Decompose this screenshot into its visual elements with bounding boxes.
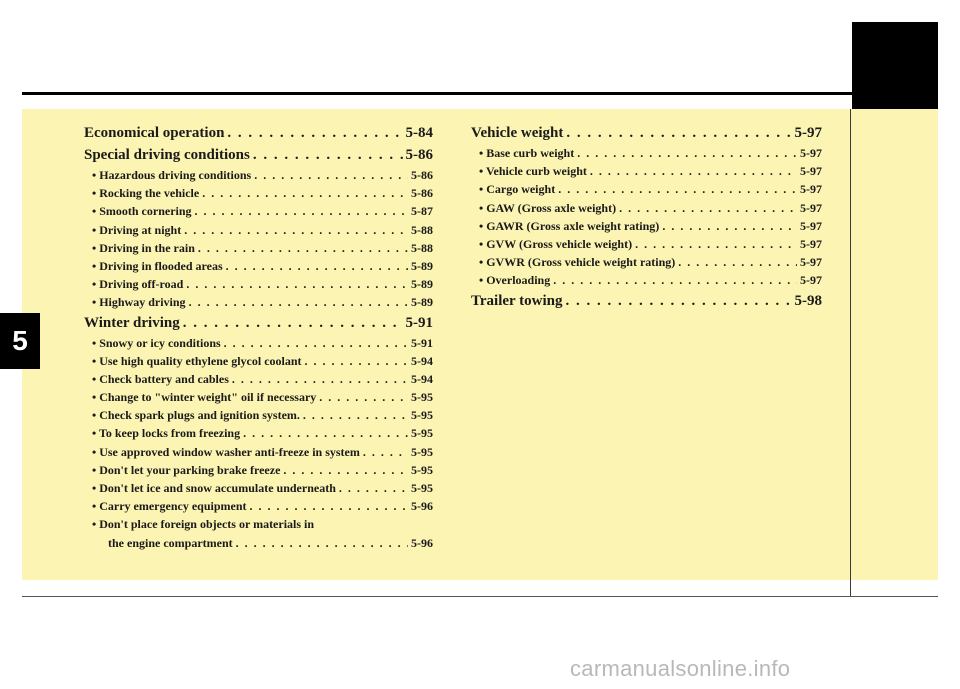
toc-page-number: 5-97 [800, 164, 822, 179]
toc-leader-dots [184, 221, 408, 239]
toc-leader-dots [305, 352, 408, 370]
toc-item-entry[interactable] [84, 461, 433, 479]
toc-page-number: 5-89 [411, 258, 433, 273]
toc-item-entry[interactable] [84, 443, 433, 461]
toc-left-column [84, 122, 433, 552]
toc-page-number: 5-97 [800, 182, 822, 197]
toc-entry-label: Economical operation [84, 125, 225, 141]
top-rule [22, 92, 852, 95]
toc-item-entry[interactable] [84, 479, 433, 497]
toc-page-number: 5-95 [411, 408, 433, 423]
toc-leader-dots [558, 180, 797, 198]
toc-entry-label: • Don't let ice and snow accumulate underneath [92, 481, 336, 495]
toc-leader-dots [202, 184, 408, 202]
toc-entry-label: • Use approved window washer anti-freeze in system [92, 444, 360, 459]
toc-entry-label: • Vehicle curb weight [479, 164, 587, 179]
toc-leader-dots [635, 235, 797, 253]
toc-entry-label: • Base curb weight [479, 146, 575, 160]
toc-entry-label: • GVW (Gross vehicle weight) [479, 236, 633, 251]
toc-entry-label: Special driving conditions [84, 147, 250, 163]
toc-page-number: 5-91 [411, 335, 433, 350]
toc-entry-label: • GVWR (Gross vehicle weight rating) [479, 255, 676, 270]
toc-page-number: 5-88 [411, 240, 433, 255]
toc-entry-label: • Driving in flooded areas [92, 258, 223, 273]
toc-leader-dots [254, 166, 408, 184]
toc-entry-label: • To keep locks from freezing [92, 426, 241, 441]
toc-leader-dots [250, 497, 409, 515]
toc-item-entry[interactable] [84, 334, 433, 352]
toc-item-entry[interactable] [471, 144, 822, 162]
toc-item-entry[interactable] [84, 352, 433, 370]
toc-leader-dots [678, 253, 797, 271]
toc-leader-dots [236, 534, 408, 552]
toc-entry-label: • Don't place foreign objects or materials in [92, 517, 315, 532]
corner-black-tab [852, 22, 938, 109]
toc-entry-label: • Smooth cornering [92, 204, 192, 219]
toc-page-number: 5-88 [411, 222, 433, 237]
toc-item-entry[interactable] [84, 497, 433, 515]
watermark: carmanualsonline.info [570, 656, 791, 681]
toc-entry-label: • GAW (Gross axle weight) [479, 200, 617, 215]
toc-page-number: 5-97 [800, 255, 822, 270]
toc-page-number: 5-97 [794, 125, 822, 141]
toc-item-entry[interactable] [84, 388, 433, 406]
toc-item-entry[interactable] [84, 166, 433, 184]
toc-leader-dots [243, 424, 408, 442]
toc-leader-dots [303, 406, 408, 424]
toc-entry-label: • Overloading [479, 273, 551, 288]
toc-item-entry[interactable] [84, 257, 433, 275]
toc-item-entry[interactable] [471, 199, 822, 217]
toc-leader-dots [227, 122, 402, 144]
toc-entry-label: • Don't let your parking brake freeze [92, 462, 281, 477]
toc-leader-dots [189, 293, 408, 311]
toc-page-number: 5-86 [411, 168, 433, 182]
toc-item-entry[interactable] [84, 424, 433, 442]
vertical-divider [850, 109, 851, 596]
toc-section-entry[interactable] [84, 312, 433, 334]
toc-page-number: 5-95 [411, 444, 433, 459]
toc-page-number: 5-96 [411, 499, 433, 514]
toc-item-entry[interactable] [84, 184, 433, 202]
toc-item-entry[interactable] [471, 235, 822, 253]
toc-page-number: 5-84 [405, 125, 433, 141]
toc-item-entry[interactable] [84, 275, 433, 293]
toc-item-entry[interactable] [471, 271, 822, 289]
toc-entry-label: • Check spark plugs and ignition system. [92, 408, 300, 423]
toc-section-entry[interactable] [471, 290, 822, 312]
toc-leader-dots [226, 257, 408, 275]
toc-item-entry[interactable] [84, 406, 433, 424]
bottom-rule [22, 596, 938, 597]
toc-item-entry[interactable] [471, 253, 822, 271]
toc-page-number: 5-89 [411, 295, 433, 310]
toc-item-entry[interactable] [84, 534, 433, 552]
toc-entry-label: Winter driving [84, 314, 180, 331]
toc-entry-label: • Check battery and cables [92, 371, 229, 386]
toc-item-entry[interactable] [471, 162, 822, 180]
toc-entry-label: • Use high quality ethylene glycol coolant [92, 353, 302, 368]
toc-entry-label: • Change to "winter weight" oil if necessary [92, 390, 317, 405]
toc-page-number: 5-91 [405, 314, 433, 331]
toc-item-entry[interactable] [84, 239, 433, 257]
toc-item-entry[interactable] [471, 180, 822, 198]
toc-item-entry[interactable] [84, 515, 433, 533]
toc-page-number: 5-86 [411, 186, 433, 201]
toc-leader-dots [339, 479, 408, 497]
toc-page-number: 5-86 [405, 147, 433, 163]
toc-leader-dots [195, 202, 408, 220]
toc-page-number: 5-97 [800, 200, 822, 215]
toc-leader-dots [232, 370, 408, 388]
toc-section-entry[interactable] [84, 144, 433, 166]
toc-entry-label: • Cargo weight [479, 182, 556, 197]
toc-entry-label: • Rocking the vehicle [92, 186, 200, 201]
toc-entry-label: • Snowy or icy conditions [92, 335, 221, 350]
toc-leader-dots [619, 199, 797, 217]
toc-page-number: 5-96 [411, 535, 433, 550]
toc-page-number: 5-97 [800, 236, 822, 251]
toc-page-number: 5-94 [411, 353, 433, 368]
toc-page-number: 5-94 [411, 371, 433, 386]
toc-entry-label: • Driving in the rain [92, 240, 195, 255]
toc-leader-dots [566, 290, 792, 312]
toc-page-number: 5-95 [411, 426, 433, 441]
toc-entry-label: Vehicle weight [471, 125, 564, 141]
toc-page-number: 5-97 [800, 273, 822, 288]
toc-item-entry[interactable] [84, 221, 433, 239]
toc-leader-dots [224, 334, 408, 352]
toc-leader-dots [283, 461, 408, 479]
toc-entry-label: Trailer towing [471, 292, 563, 309]
toc-leader-dots [566, 122, 791, 144]
toc-entry-label: • Hazardous driving conditions [92, 168, 252, 182]
toc-entry-label: the engine compartment [108, 535, 233, 550]
toc-leader-dots [319, 388, 408, 406]
toc-entry-label: • Highway driving [92, 295, 186, 310]
toc-leader-dots [253, 144, 403, 166]
toc-page-number: 5-98 [794, 292, 822, 309]
toc-page-number: 5-95 [411, 481, 433, 495]
toc-item-entry[interactable] [471, 217, 822, 235]
toc-leader-dots [662, 217, 797, 235]
toc-leader-dots [183, 312, 403, 334]
toc-leader-dots [553, 271, 797, 289]
toc-leader-dots [198, 239, 408, 257]
toc-leader-dots [590, 162, 797, 180]
toc-entry-label: • Carry emergency equipment [92, 499, 247, 514]
toc-item-entry[interactable] [84, 370, 433, 388]
toc-page-number: 5-95 [411, 390, 433, 405]
toc-leader-dots [577, 144, 797, 162]
toc-item-entry[interactable] [84, 202, 433, 220]
toc-page-number: 5-89 [411, 277, 433, 292]
toc-section-entry[interactable] [471, 122, 822, 144]
toc-entry-label: • GAWR (Gross axle weight rating) [479, 218, 660, 233]
toc-page-number: 5-97 [800, 218, 822, 233]
toc-entry-label: • Driving off-road [92, 277, 184, 292]
toc-page-number: 5-87 [411, 204, 433, 219]
toc-section-entry[interactable] [84, 122, 433, 144]
chapter-number-tab: 5 [0, 313, 40, 369]
toc-right-column [471, 122, 822, 312]
toc-leader-dots [363, 443, 408, 461]
toc-entry-label: • Driving at night [92, 222, 182, 237]
toc-page-number: 5-97 [800, 146, 822, 160]
toc-page-number: 5-95 [411, 462, 433, 477]
toc-leader-dots [186, 275, 408, 293]
toc-item-entry[interactable] [84, 293, 433, 311]
